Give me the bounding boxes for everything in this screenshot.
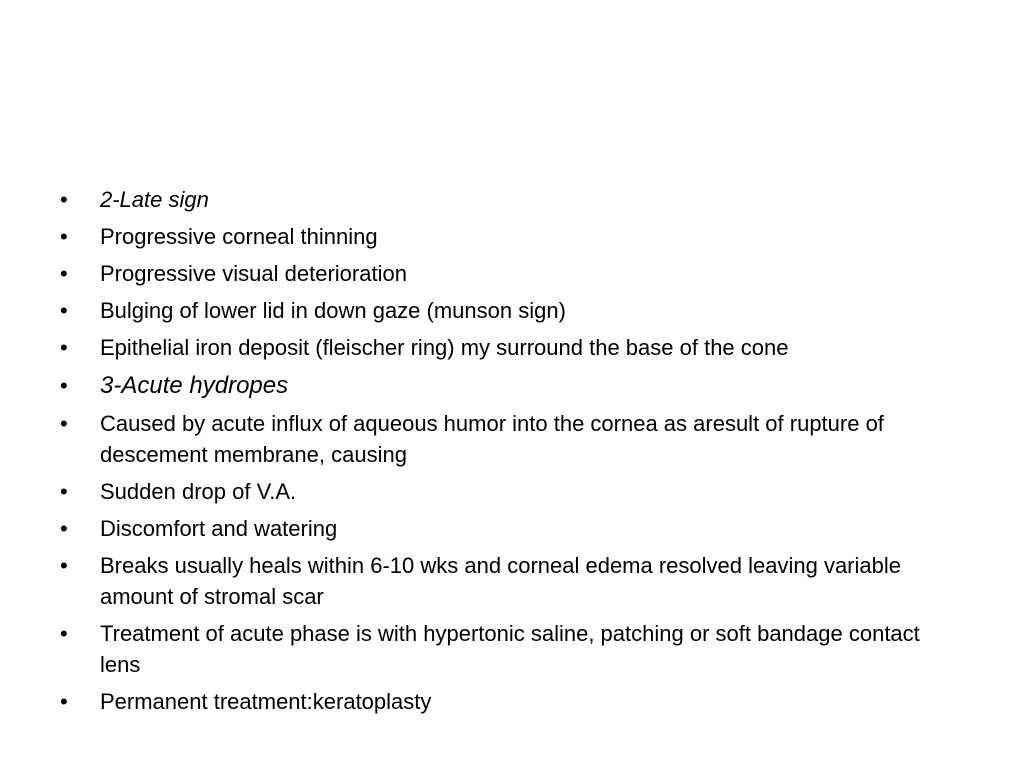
- bullet-text: Discomfort and watering: [100, 516, 338, 541]
- bullet-icon: •: [60, 335, 68, 360]
- bullet-list: [60, 184, 960, 723]
- bullet-icon: •: [60, 689, 68, 714]
- bullet-item: [60, 550, 960, 612]
- bullet-item-late-sign: [60, 184, 960, 215]
- bullet-icon: •: [60, 621, 68, 646]
- bullet-item: [60, 686, 960, 717]
- bullet-item: [60, 332, 960, 363]
- bullet-text: Progressive corneal thinning: [100, 224, 378, 249]
- bullet-text: Epithelial iron deposit (fleischer ring) my surround the base of the cone: [100, 335, 789, 360]
- bullet-item: [60, 513, 960, 544]
- bullet-text: Breaks usually heals within 6-10 wks and corneal edema resolved leaving variable amount of stromal scar: [100, 553, 901, 609]
- bullet-text: Progressive visual deterioration: [100, 261, 407, 286]
- bullet-icon: •: [60, 187, 68, 212]
- bullet-icon: •: [60, 373, 68, 398]
- bullet-icon: •: [60, 553, 68, 578]
- bullet-item: [60, 476, 960, 507]
- bullet-item-acute-hydropes: [60, 369, 960, 402]
- bullet-icon: •: [60, 479, 68, 504]
- bullet-text: 3-Acute hydropes: [100, 372, 289, 399]
- bullet-text: Treatment of acute phase is with hypertonic saline, patching or soft bandage contact lens: [100, 621, 920, 677]
- bullet-item: [60, 408, 960, 470]
- bullet-icon: •: [60, 516, 68, 541]
- bullet-text: Bulging of lower lid in down gaze (munson sign): [100, 298, 566, 323]
- bullet-item: [60, 221, 960, 252]
- bullet-item: [60, 258, 960, 289]
- bullet-item: [60, 295, 960, 326]
- bullet-icon: •: [60, 298, 68, 323]
- bullet-item: [60, 618, 960, 680]
- bullet-icon: •: [60, 224, 68, 249]
- bullet-icon: •: [60, 261, 68, 286]
- bullet-text: Caused by acute influx of aqueous humor into the cornea as aresult of rupture of descement membrane, causing: [100, 411, 884, 467]
- bullet-text: 2-Late sign: [100, 187, 209, 212]
- bullet-icon: •: [60, 411, 68, 436]
- bullet-text: Sudden drop of V.A.: [100, 479, 297, 504]
- bullet-text: Permanent treatment:keratoplasty: [100, 689, 432, 714]
